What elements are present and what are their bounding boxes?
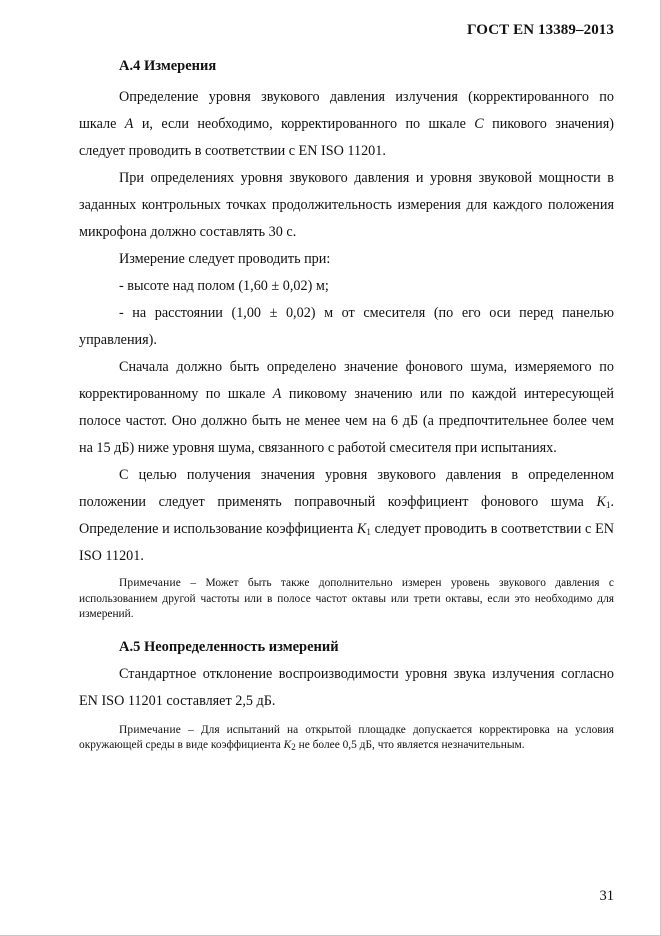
note-label: Примечание [119, 723, 182, 736]
note-label: Примечание [119, 577, 182, 589]
list-item-distance: - на расстоянии (1,00 ± 0,02) м от смесителя (по его оси перед панелью управления). [79, 305, 614, 348]
paragraph-a4-2: При определениях уровня звукового давления и уровня звуковой мощности в заданных контрольных точках продолжительность измерения для каждого положения микрофона должно составлять 30 с. [79, 170, 614, 240]
paragraph-a4-1: Определение уровня звукового давления излучения (корректированного по шкале A и, если необходимо, корректированного по шкале C пикового значения) следует проводить в соответствии с EN ISO 11201. [79, 89, 615, 159]
note-text: – Может быть также дополнительно измерен уровень звукового давления с использованием другой частоты или в полосе частот октавы или трети октавы, если это необходимо для измерений. [79, 577, 614, 620]
section-heading-a4: А.4 Измерения [119, 58, 217, 74]
note-a5 [79, 723, 614, 754]
note-a4 [79, 576, 614, 623]
standard-header: ГОСТ EN 13389–2013 [467, 22, 614, 38]
page-number: 31 [599, 888, 614, 904]
paragraph-a4-4: Сначала должно быть определено значение фонового шума, измеряемого по корректированному по шкале A пиковому значению или по каждой интересующей полосе частот. Оно должно быть не менее чем на 6 дБ (а предпочтительнее более чем на 15 дБ) ниже уровня шума, связанного с работой смесителя при испытаниях. [79, 359, 614, 456]
note-text: – Для испытаний на открытой площадке допускается корректировка на условия окружающей среды в виде коэффициента $K_2$ не более 0,5 дБ, что является незначительным. [79, 723, 614, 752]
page-content [79, 56, 614, 754]
paragraph-a5-1: Стандартное отклонение воспроизводимости уровня звука излучения согласно EN ISO 11201 составляет 2,5 дБ. [79, 665, 614, 709]
list-item-height: - высоте над полом (1,60 ± 0,02) м; [119, 278, 329, 294]
paragraph-a4-5: С целью получения значения уровня звукового давления в определенном положении следует применять поправочный коэффициент фонового шума $K_1$. Определение и использование коэффициента $K_1$ следует проводить в соответствии с EN ISO 11201. [79, 467, 614, 564]
section-heading-a5: А.5 Неопределенность измерений [119, 638, 339, 655]
paragraph-a4-3: Измерение следует проводить при: [119, 251, 331, 267]
